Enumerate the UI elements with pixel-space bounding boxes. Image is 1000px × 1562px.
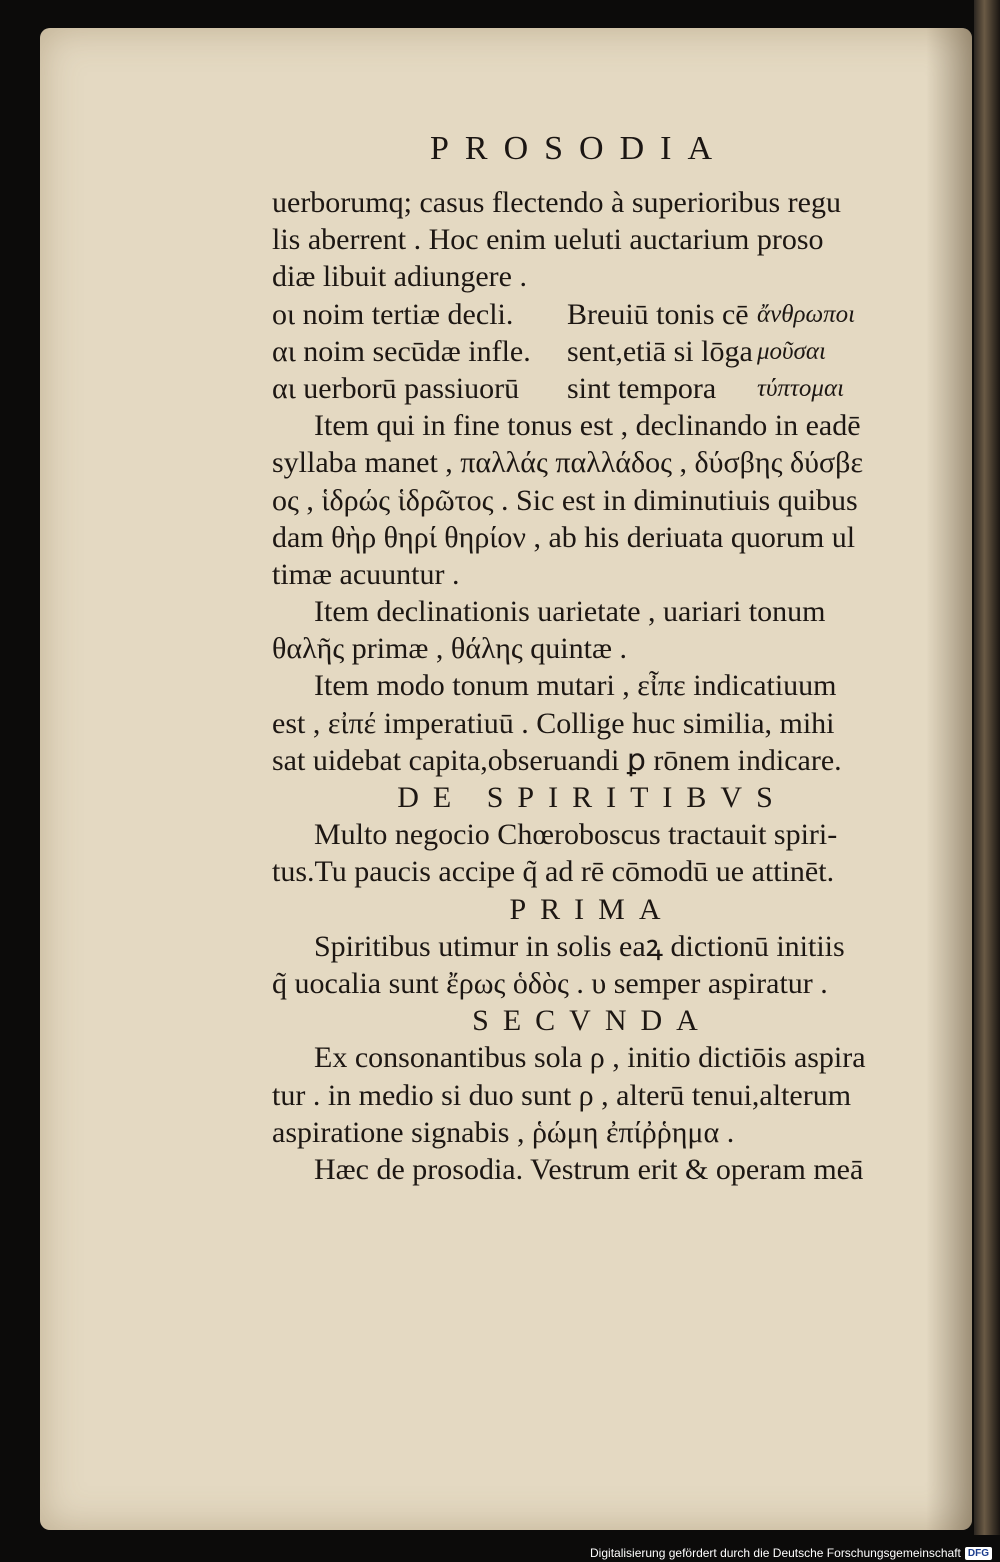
digitization-credit: [590, 1546, 992, 1560]
text-line: θαλῆς primæ , θάλης quintæ .: [272, 632, 627, 666]
row-ending: αι noim secūdæ infle.: [272, 334, 531, 368]
row-ending: οι noim tertiæ decli.: [272, 297, 514, 331]
running-title: PROSODIA: [430, 130, 729, 167]
text-line: q̃ uocalia sunt ἔρως ὁδὸς . υ semper aspiratur .: [272, 966, 828, 1000]
text-line: dam θὴρ θηρί θηρίον , ab his deriuata quorum ul: [272, 520, 856, 554]
text-line: Hæc de prosodia. Vestrum erit & operam meā: [314, 1152, 864, 1186]
text-line: uerborumq; casus flectendo à superioribus regu: [272, 186, 841, 219]
section-heading-prima: PRIMA: [509, 892, 675, 926]
page-text: [272, 184, 912, 1188]
text-line: aspiratione signabis , ῥώμη ἐπίῤῥημα .: [272, 1115, 735, 1149]
page-gutter-shadow: [926, 28, 972, 1530]
row-rule: Breuiū tonis cē: [567, 297, 749, 331]
text-line: Spiritibus utimur in solis eaꝝ dictionū initiis: [314, 929, 845, 963]
book-edge: [974, 0, 1000, 1535]
table-row: [272, 333, 912, 370]
text-line: Ex consonantibus sola ρ , initio dictiōis aspira: [314, 1041, 866, 1075]
table-row: [272, 370, 912, 407]
text-line: lis aberrent . Hoc enim ueluti auctarium proso: [272, 223, 824, 257]
credit-text: Digitalisierung gefördert durch die Deutsche Forschungsgemeinschaft: [590, 1546, 961, 1560]
text-line: diæ libuit adiungere .: [272, 260, 527, 294]
text-line: Item declinationis uarietate , uariari tonum: [314, 595, 826, 629]
row-example: μοῦσαι: [757, 337, 826, 365]
text-line: Item modo tonum mutari , εἶπε indicatiuum: [314, 669, 837, 703]
row-ending: αι uerborū passiuorū: [272, 371, 520, 405]
text-line: ος , ἱδρώς ἱδρῶτος . Sic est in diminutiuis quibus: [272, 483, 858, 517]
text-line: Item qui in fine tonus est , declinando in eadē: [314, 409, 861, 443]
dfg-logo: DFG: [965, 1547, 992, 1560]
text-line: est , εἰπέ imperatiuū . Collige huc similia, mihi: [272, 706, 835, 740]
section-heading-spiritibus: DE SPIRITIBVS: [397, 781, 787, 814]
row-rule: sint tempora: [567, 371, 717, 405]
row-example: τύπτομαι: [757, 374, 845, 402]
row-example: ἄνθρωποι: [757, 300, 856, 328]
table-row: [272, 296, 912, 333]
text-line: timæ acuuntur .: [272, 557, 460, 591]
text-line: tus.Tu paucis accipe q̃ ad rē cōmodū ue attinēt.: [272, 855, 835, 889]
text-line: tur . in medio si duo sunt ρ , alterū tenui,alterum: [272, 1078, 852, 1112]
row-rule: sent,etiā si lōga: [567, 334, 753, 368]
section-heading-secunda: SECVNDA: [472, 1004, 712, 1038]
text-line: Multo negocio Chœroboscus tractauit spiri-: [314, 818, 838, 852]
text-line: sat uidebat capita,obseruandi ꝑ rōnem indicare.: [272, 743, 842, 777]
text-line: syllaba manet , παλλάς παλλάδος , δύσβης δύσβε: [272, 446, 864, 480]
